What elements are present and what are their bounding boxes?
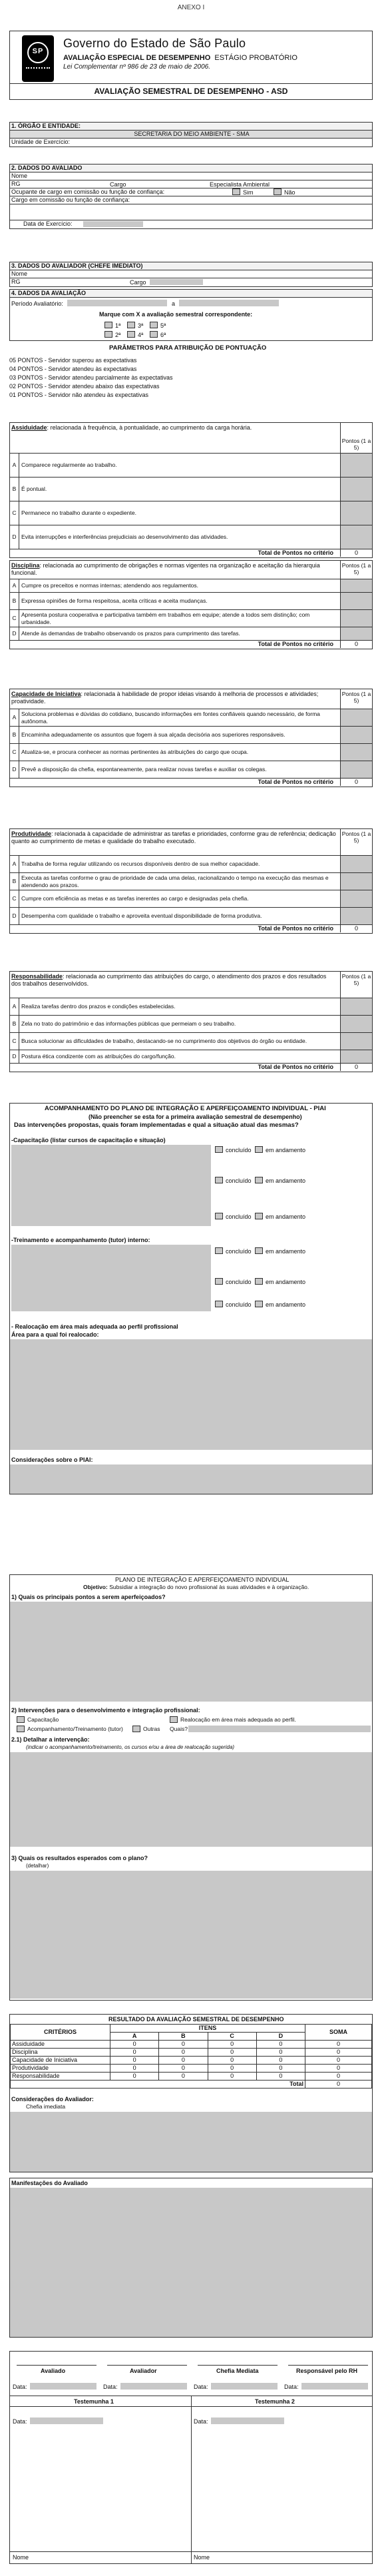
train-3-done-checkbox[interactable] (215, 1301, 223, 1307)
semester-4-checkbox[interactable] (127, 331, 135, 338)
evaluator-considerations-textarea[interactable] (10, 2112, 372, 2172)
table-row: Responsabilidade 0 0 0 0 0 (11, 2073, 372, 2081)
evaluated-name-field[interactable]: Nome (10, 172, 372, 180)
signature-evaluator: Avaliador (130, 2368, 157, 2374)
section-3-title: 3. DADOS DO AVALIADOR (CHEFE IMEDIATO) (10, 262, 372, 270)
score-input[interactable] (340, 744, 372, 761)
parameter-2: 02 PONTOS - Servidor atendeu abaixo das expectativas (9, 383, 160, 390)
cap-3-ongoing-checkbox[interactable] (255, 1213, 263, 1219)
score-input[interactable] (340, 454, 372, 477)
score-input[interactable] (340, 761, 372, 778)
section-1-title: 1. ÓRGÃO E ENTIDADE: (10, 123, 372, 131)
witness-1-label: Testemunha 1 (74, 2398, 114, 2405)
score-input[interactable] (340, 890, 372, 907)
commission-no-checkbox[interactable] (274, 188, 282, 195)
piai-considerations-label: Considerações sobre o PIAI: (11, 1456, 93, 1463)
criterion-total: Total de Pontos no critério 0 (10, 641, 372, 649)
section-evaluation: 4. DADOS DA AVALIAÇÃO Período Avaliatório: a Marque com X a avaliação semestral correspondente: 1ª 3ª 5ª 2ª 4ª 6ª (9, 289, 373, 341)
score-input[interactable] (340, 727, 372, 743)
witness-2-label: Testemunha 2 (255, 2398, 295, 2405)
criterion-responsabilidade: Responsabilidade: relacionada ao cumprimento das atribuições do cargo, o atendimento dos prazos e dos resultados dos trabalhos desenvolvidos. Pontos (1 a 5) A Realiza tarefas dentro dos prazos e condições estabelecidas. B Zela no trato do patrimônio e das informações públicas que permeiam o seu trabalho. C Busca solucionar as dificuldades de trabalho, destacando-se no cumprimento dos objetivos do órgão ou entidade. D Postura ética condizente com as atribuições do cargo/função. Total de Pontos no critério 0 (9, 971, 373, 1072)
cap-1-ongoing-checkbox[interactable] (255, 1146, 263, 1153)
integration-plan: PLANO DE INTEGRAÇÃO E APERFEIÇOAMENTO INDIVIDUAL Objetivo: Subsidiar a integração do novo profissional às suas atividades e à organização. 1) Quais os principais pontos a serem aperfeiçoados? 2) Intervenções para o desenvolvimento e integração profissional: Capacitação Realocação em área mais adequada ao perfil. Acompanhamento/Treinamento (tutor) Outras Quais? 2.1) Detalhar a intervenção: (indicar o acompanhamento/treinamento, os cursos e/ou a área de realocação sugerida) 3) Quais os resultados esperados com o plano? (detalhar) (9, 1574, 373, 2001)
section-2-title: 2. DADOS DO AVALIADO (10, 164, 372, 172)
manifestation-textarea[interactable] (10, 2188, 372, 2337)
parameters-title: PARÂMETROS PARA ATRIBUIÇÃO DE PONTUAÇÃO (109, 344, 267, 352)
plan-q3-label: 3) Quais os resultados esperados com o plano? (11, 1855, 148, 1861)
option-capacitation-checkbox[interactable] (17, 1716, 25, 1723)
commission-role-field[interactable]: Cargo em comissão ou função de confiança: (10, 196, 372, 204)
score-input[interactable] (340, 501, 372, 525)
result-section: RESULTADO DA AVALIAÇÃO SEMESTRAL DE DESEMPENHO CRITÉRIOS ITENS SOMA A B C D Assiduidade 0 0 0 0 0 Disciplina 0 0 0 0 0 Capacidade de Iniciativa 0 0 0 0 0 Produtividade 0 0 0 0 0 Responsabilidade 0 0 0 0 0 Total 0 Considerações do Avaliador: Chefia imediata (9, 2014, 373, 2172)
other-which-field[interactable] (188, 1726, 371, 1732)
criterion-disciplina: Disciplina: relacionada ao cumprimento de obrigações e normas vigentes na organização e aceitação da hierarquia funcional. Pontos (1 a 5) A Cumpre os preceitos e normas internas; atendendo aos regulamentos. B Expressa opiniões de forma respeitosa, aceita críticas e aceita mudanças. C Apresenta postura cooperativa e participativa também em trabalhos em equipe; atende a todos sem distinção; com urbanidade. D Atende às demandas de trabalho observando os prazos para cumprimento das tarefas. Total de Pontos no critério 0 (9, 560, 373, 649)
cap-3-done-checkbox[interactable] (215, 1213, 223, 1219)
score-input[interactable] (340, 1016, 372, 1032)
parameter-4: 04 PONTOS - Servidor atendeu às expectativas (9, 366, 137, 372)
piai-followup: ACOMPANHAMENTO DO PLANO DE INTEGRAÇÃO E APERFEIÇOAMENTO INDIVIDUAL - PIAI (Não preencher se esta for a primeira avaliação semestral de desempenho) Das intervenções propostas, quais foram implementadas e qual a situação atual das mesmas? -Capacitação (listar cursos de capacitação e situação) concluído em andamento concluído em andamento concluído em andamento -Treinamento e acompanhamento (tutor) interno: concluído em andamento concluído em andamento concluído em andamento - Realocação em área mais adequada ao perfil profissional Área para a qual foi realocado: Considerações sobre o PIAI: (9, 1103, 373, 1494)
score-input[interactable] (340, 579, 372, 592)
semester-5-checkbox[interactable] (150, 322, 158, 328)
evaluated-rg-field[interactable]: RG Cargo Especialista Ambiental (10, 180, 372, 188)
evaluator-name-field[interactable]: Nome (10, 270, 372, 278)
training-textarea[interactable] (11, 1245, 211, 1311)
score-input[interactable] (340, 593, 372, 609)
period-start-field[interactable] (67, 300, 167, 306)
parameter-1: 01 PONTOS - Servidor não atendeu às expectativas (9, 392, 148, 398)
date-field[interactable] (120, 2383, 187, 2390)
result-table: CRITÉRIOS ITENS SOMA A B C D Assiduidade 0 0 0 0 0 Disciplina 0 0 0 0 0 Capacidade de Iniciativa 0 0 0 0 0 Produtividade 0 0 0 0 0 Responsabilidade 0 0 0 0 0 Total 0 (10, 2024, 372, 2089)
witness-2-name: Nome (194, 2554, 210, 2561)
criterion-iniciativa: Capacidade de Iniciativa: relacionada à habilidade de propor ideias visando à melhoria de processos e atividades; proatividade. Pontos (1 a 5) A Soluciona problemas e dúvidas do cotidiano, buscando informações em fontes confiáveis quando necessário, de forma autônoma. B Encaminha adequadamente os assuntos que fogem à sua alçada decisória aos superiores responsáveis. C Atualiza-se, e procura conhecer as normas pertinentes às atribuições do cargo que ocupa. D Prevê a disposição da chefia, espontaneamente, para realizar novas tarefas e auxiliar os colegas. Total de Pontos no critério 0 (9, 689, 373, 787)
cap-1-done-checkbox[interactable] (215, 1146, 223, 1153)
section-organ (9, 122, 373, 147)
train-3-ongoing-checkbox[interactable] (255, 1301, 263, 1307)
score-input[interactable] (340, 1033, 372, 1050)
score-input[interactable] (340, 610, 372, 627)
section-4-title: 4. DADOS DA AVALIAÇÃO (10, 290, 372, 298)
plan-q1-label: 1) Quais os principais pontos a serem aperfeiçoados? (11, 1594, 166, 1600)
score-input[interactable] (340, 873, 372, 890)
period-end-field[interactable] (179, 300, 279, 306)
criterion-total: Total de Pontos no critério 0 (10, 549, 372, 557)
organ-name: SECRETARIA DO MEIO AMBIENTE - SMA (10, 131, 372, 139)
parameter-3: 03 PONTOS - Servidor atendeu parcialmente às expectativas (9, 374, 173, 381)
witness-1-date[interactable] (30, 2417, 103, 2424)
signature-hr: Responsável pelo RH (296, 2368, 358, 2374)
piai-title: ACOMPANHAMENTO DO PLANO DE INTEGRAÇÃO E APERFEIÇOAMENTO INDIVIDUAL - PIAI (45, 1105, 326, 1112)
form-title: AVALIAÇÃO SEMESTRAL DE DESEMPENHO - ASD (94, 87, 288, 96)
relocation-textarea[interactable] (10, 1339, 372, 1450)
option-other-checkbox[interactable] (132, 1726, 140, 1732)
criterion-total: Total de Pontos no critério 0 (10, 1064, 372, 1072)
capacitation-label: -Capacitação (listar cursos de capacitação e situação) (11, 1137, 166, 1143)
score-input[interactable] (340, 856, 372, 872)
commission-yes-checkbox[interactable] (232, 188, 240, 195)
plan-title: PLANO DE INTEGRAÇÃO E APERFEIÇOAMENTO INDIVIDUAL (115, 1576, 289, 1583)
semester-6-checkbox[interactable] (150, 331, 158, 338)
option-training-checkbox[interactable] (17, 1726, 25, 1732)
relocation-label: - Realocação em área mais adequada ao perfil profissional (11, 1323, 178, 1330)
cap-2-ongoing-checkbox[interactable] (255, 1177, 263, 1183)
table-row: Assiduidade 0 0 0 0 0 (11, 2041, 372, 2049)
evaluated-cargo-value: Especialista Ambiental (210, 181, 270, 188)
table-row: Capacidade de Iniciativa 0 0 0 0 0 (11, 2057, 372, 2065)
date-field[interactable] (30, 2383, 96, 2390)
cap-2-done-checkbox[interactable] (215, 1177, 223, 1183)
date-field[interactable] (211, 2383, 278, 2390)
commission-question: Ocupante de cargo em comissão ou função de confiança: Sim Não (10, 188, 372, 196)
law-reference: Lei Complementar nº 986 de 23 de maio de 2006. (63, 63, 211, 71)
semester-2-checkbox[interactable] (104, 331, 112, 338)
plan-q1-textarea[interactable] (10, 1602, 372, 1702)
section-evaluated (9, 164, 373, 229)
plan-q3-textarea[interactable] (10, 1871, 372, 1999)
plan-q2-label: 2) Intervenções para o desenvolvimento e integração profissional: (11, 1707, 200, 1714)
manifestation-section (9, 2178, 373, 2338)
form-subtitle: AVALIAÇÃO ESPECIAL DE DESEMPENHO ESTÁGIO PROBATÓRIO (63, 54, 297, 62)
date-field[interactable] (301, 2383, 368, 2390)
train-1-ongoing-checkbox[interactable] (255, 1247, 263, 1254)
train-2-ongoing-checkbox[interactable] (255, 1278, 263, 1285)
score-input[interactable] (340, 627, 372, 640)
unit-field[interactable]: Unidade de Exercício: (11, 139, 71, 145)
state-coat-of-arms-icon: SP (22, 35, 54, 82)
score-input[interactable] (340, 525, 372, 549)
signature-evaluated: Avaliado (41, 2368, 66, 2374)
capacitation-textarea[interactable] (11, 1145, 211, 1226)
evaluator-considerations-label: Considerações do Avaliador: (11, 2096, 94, 2102)
scoring-parameters (9, 344, 373, 404)
manifestation-label: Manifestações do Avaliado (11, 2180, 88, 2186)
plan-q21-textarea[interactable] (10, 1752, 372, 1847)
plan-q21-label: 2.1) Detalhar a intervenção: (11, 1736, 90, 1743)
table-row: Disciplina 0 0 0 0 0 (11, 2049, 372, 2057)
witness-1-name: Nome (13, 2554, 29, 2561)
criterion-produtividade: Produtividade: relacionada à capacidade de administrar as tarefas e prioridades, conforme grau de referência; dedicação quanto ao cumprimento de metas e qualidade do trabalho executado. Pontos (1 a 5) A Trabalha de forma regular utilizando os recursos disponíveis dentro de sua melhor capacidade. B Executa as tarefas conforme o grau de prioridade de cada uma delas, racionalizando o tempo na execução das mesmas e atendendo aos prazos. C Cumpre com eficiência as metas e as tarefas inerentes ao cargo e designadas pela chefia. D Desempenha com qualidade o trabalho e aproveita eventual disponibilidade de forma produtiva. Total de Pontos no critério 0 (9, 828, 373, 934)
table-row: Produtividade 0 0 0 0 0 (11, 2065, 372, 2073)
training-label: -Treinamento e acompanhamento (tutor) interno: (11, 1237, 150, 1243)
train-1-done-checkbox[interactable] (215, 1247, 223, 1254)
parameter-5: 05 PONTOS - Servidor superou as expectativas (9, 357, 137, 364)
score-input[interactable] (340, 709, 372, 726)
criterion-assiduidade: Assiduidade: relacionada à frequência, à pontualidade, ao cumprimento da carga horária. Pontos (1 a 5) A Comparece regularmente ao trabalho. B É pontual. C Permanece no trabalho durante o expediente. D Evita interrupções e interferências prejudiciais ao desenvolvimento das atividades. Total de Pontos no critério 0 (9, 422, 373, 558)
option-relocation-checkbox[interactable] (170, 1716, 178, 1723)
score-input[interactable] (340, 998, 372, 1015)
signature-mediate-chief: Chefia Mediata (216, 2368, 259, 2374)
signature-section: Avaliado Avaliador Chefia Mediata Responsável pelo RH Data: Data: Data: Data: Testemunha 1 Testemunha 2 Data: Data: Nome Nome (9, 2351, 373, 2564)
form-header (9, 31, 373, 100)
criterion-total: Total de Pontos no critério 0 (10, 779, 372, 787)
evaluator-rg-field[interactable]: RG Cargo (10, 278, 372, 286)
score-input[interactable] (340, 1050, 372, 1063)
semester-3-checkbox[interactable] (127, 322, 135, 328)
criterion-total: Total de Pontos no critério 0 (10, 925, 372, 933)
semester-1-checkbox[interactable] (104, 322, 112, 328)
exercise-date-field[interactable]: Data de Exercício: (10, 220, 372, 228)
annex-label: ANEXO I (177, 4, 205, 11)
score-input[interactable] (340, 908, 372, 924)
total-row: Total 0 (11, 2081, 372, 2089)
piai-considerations-textarea[interactable] (10, 1464, 372, 1494)
government-title: Governo do Estado de São Paulo (63, 37, 246, 50)
section-evaluator (9, 262, 373, 287)
score-input[interactable] (340, 478, 372, 501)
result-title: RESULTADO DA AVALIAÇÃO SEMESTRAL DE DESEMPENHO (108, 2016, 284, 2023)
witness-2-date[interactable] (211, 2417, 284, 2424)
train-2-done-checkbox[interactable] (215, 1278, 223, 1285)
